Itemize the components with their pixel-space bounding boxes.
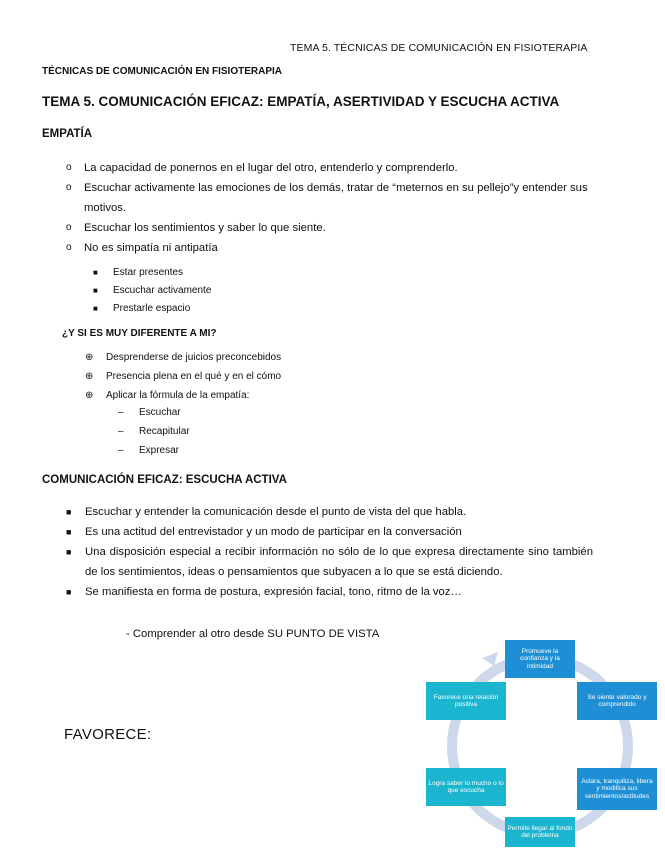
list-item — [66, 502, 593, 522]
running-header: TEMA 5. TÉCNICAS DE COMUNICACIÓN EN FISIOTERAPIA — [290, 42, 588, 54]
list-item — [66, 582, 593, 602]
list-item-text: Escuchar y entender la comunicación desde el punto de vista del que habla. — [85, 506, 467, 518]
list-item-text: Escuchar activamente las emociones de los demás, tratar de “meternos en su pellejo”y entender sus motivos. — [84, 182, 588, 214]
circle-plus-icon: ⊕ — [85, 352, 94, 363]
list-item — [66, 522, 593, 542]
list-item-text: Escuchar — [139, 407, 181, 418]
cycle-step-reassures: Aclara, tranquiliza, libera y modifica sus sentimientos/actitudes — [577, 768, 657, 810]
list-item-text: No es simpatía ni antipatía — [84, 242, 218, 254]
list-item — [66, 178, 606, 218]
list-item-text: Aplicar la fórmula de la empatía: — [106, 390, 250, 401]
list-item-text: Escuchar activamente — [113, 285, 212, 296]
list-item — [66, 158, 606, 178]
list-item-text: Es una actitud del entrevistador y un modo de participar en la conversación — [85, 526, 462, 538]
list-item — [66, 218, 606, 238]
dash-marker: – — [118, 407, 124, 418]
formula-list — [118, 403, 190, 460]
square-bullet-icon: ■ — [66, 507, 72, 517]
diferente-list — [85, 348, 281, 405]
cycle-arrowhead-icon — [482, 652, 498, 666]
cycle-step-listens: Logra saber lo mucho o lo que escucha — [426, 768, 506, 806]
list-item — [118, 422, 190, 441]
list-item — [118, 403, 190, 422]
list-item-text: Escuchar los sentimientos y saber lo que siente. — [84, 222, 326, 234]
square-bullet-icon: ■ — [93, 304, 98, 313]
subject-heading: TÉCNICAS DE COMUNICACIÓN EN FISIOTERAPIA — [42, 66, 283, 77]
list-item-text: La capacidad de ponernos en el lugar del otro, entenderlo y comprenderlo. — [84, 162, 458, 174]
list-item-text: Prestarle espacio — [113, 303, 191, 314]
escucha-list — [66, 502, 593, 602]
cycle-step-relation: Favorece una relación positiva — [426, 682, 506, 720]
square-bullet-icon: ■ — [66, 527, 72, 537]
bullet-marker: o — [66, 242, 72, 253]
list-item — [93, 264, 211, 282]
bullet-marker: o — [66, 182, 72, 193]
square-bullet-icon: ■ — [66, 547, 72, 557]
cycle-diagram — [420, 638, 660, 848]
conclusion-text: - Comprender al otro desde SU PUNTO DE VISTA — [126, 628, 380, 640]
cycle-step-problem: Permite llegar al fondo del problema — [505, 817, 575, 847]
square-bullet-icon: ■ — [93, 268, 98, 277]
list-item — [66, 238, 606, 258]
escucha-heading: COMUNICACIÓN EFICAZ: ESCUCHA ACTIVA — [42, 474, 287, 486]
list-item — [66, 542, 593, 582]
diferente-heading: ¿Y SI ES MUY DIFERENTE A MI? — [62, 328, 217, 339]
list-item-text: Se manifiesta en forma de postura, expresión facial, tono, ritmo de la voz… — [85, 586, 462, 598]
bullet-marker: o — [66, 222, 72, 233]
dash-marker: – — [118, 445, 124, 456]
cycle-step-trust: Promueve la confianza y la intimidad — [505, 640, 575, 678]
empatia-heading: EMPATÍA — [42, 128, 93, 140]
list-item — [118, 441, 190, 460]
favorece-label: FAVORECE: — [64, 726, 152, 743]
list-item-text: Presencia plena en el qué y en el cómo — [106, 371, 282, 382]
square-bullet-icon: ■ — [93, 286, 98, 295]
list-item — [93, 282, 211, 300]
dash-marker: – — [118, 426, 124, 437]
bullet-marker: o — [66, 162, 72, 173]
list-item-text: Recapitular — [139, 426, 190, 437]
list-item — [85, 367, 281, 386]
list-item-text: Desprenderse de juicios preconcebidos — [106, 352, 282, 363]
list-item — [85, 348, 281, 367]
list-item — [93, 300, 211, 318]
circle-plus-icon: ⊕ — [85, 371, 94, 382]
list-item-text: Una disposición especial a recibir información no sólo de lo que expresa directamente sino también de los sentimientos, ideas o pensamientos que subyacen a lo que se está diciendo. — [85, 546, 593, 578]
list-item-text: Expresar — [139, 445, 180, 456]
list-item-text: Estar presentes — [113, 267, 184, 278]
page-title: TEMA 5. COMUNICACIÓN EFICAZ: EMPATÍA, ASERTIVIDAD Y ESCUCHA ACTIVA — [42, 94, 560, 109]
cycle-step-valued: Se siente valorado y comprendido — [577, 682, 657, 720]
empatia-list — [66, 158, 606, 258]
circle-plus-icon: ⊕ — [85, 390, 94, 401]
empatia-sublist — [93, 264, 211, 318]
square-bullet-icon: ■ — [66, 587, 72, 597]
